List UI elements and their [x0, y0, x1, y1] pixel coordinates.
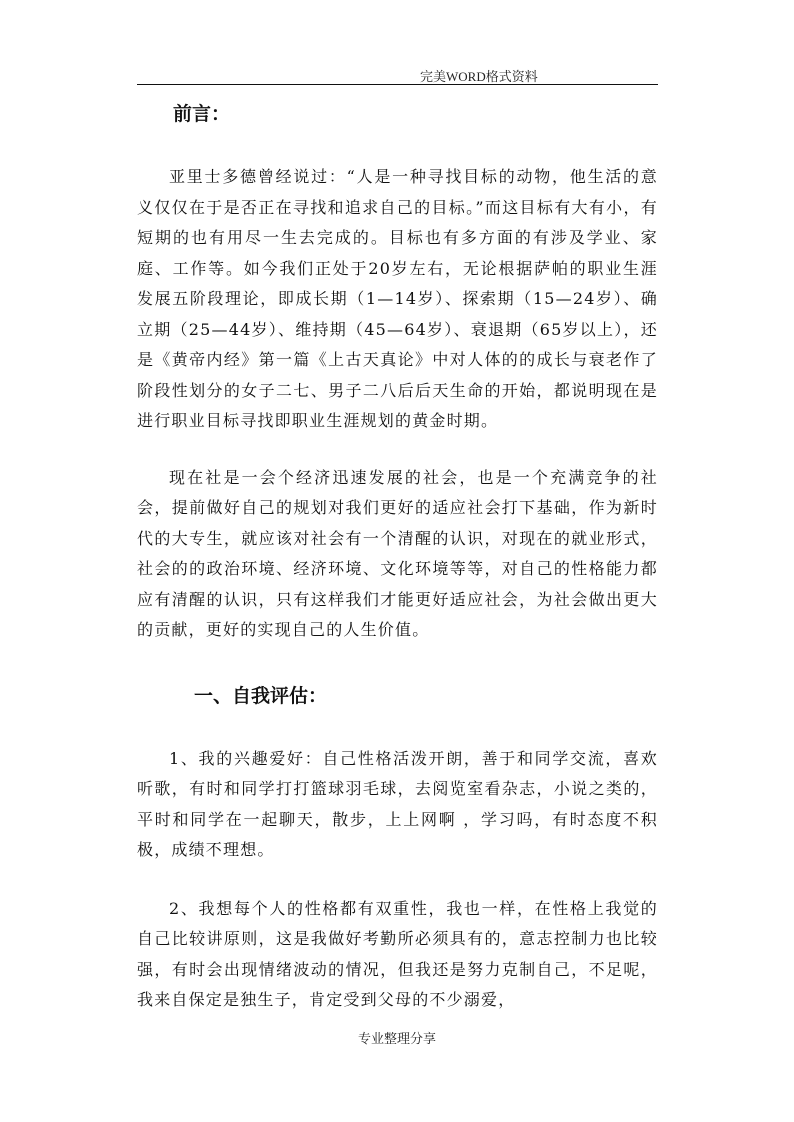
- preface-paragraph-1: 亚里士多德曾经说过：“人是一种寻找目标的动物，他生活的意义仅仅在于是否正在寻找和追求自己的目标。”而这目标有大有小，有短期的也有用尽一生去完成的。目标也有多方面的有涉及学业、家庭、工作等。如今我们正处于20岁左右，无论根据萨帕的职业生涯发展五阶段理论，即成长期（1—14岁）、探索期（15—24岁）、确立期（25—44岁）、维持期（45—64岁）、衰退期（65岁以上），还是《黄帝内经》第一篇《上古天真论》中对人体的的成长与衰老作了阶段性划分的女子二七、男子二八后后天生命的开始，都说明现在是进行职业目标寻找即职业生涯规划的黄金时期。: [137, 167, 658, 430]
- self-assessment-paragraph-1: 1、我的兴趣爱好：自己性格活泼开朗，善于和同学交流，喜欢听歌，有时和同学打打篮球羽毛球，去阅览室看杂志，小说之类的，平时和同学在一起聊天，散步，上上网啊 ，学习吗，有时态度不积极，成绩不理想。: [137, 748, 658, 859]
- self-assessment-paragraph-2: 2、我想每个人的性格都有双重性，我也一样，在性格上我觉的自己比较讲原则，这是我做好考勤所必须具有的，意志控制力也比较强，有时会出现情绪波动的情况，但我还是努力克制自己，不足呢，我来自保定是独生子，肯定受到父母的不少溺爱，: [137, 898, 658, 1009]
- self-assessment-heading: 一、自我评估：: [194, 684, 328, 707]
- header-divider: [137, 84, 658, 85]
- page-header-text: 完美WORD格式资料: [420, 69, 538, 84]
- document-body: [137, 96, 658, 1016]
- preface-paragraph-2: 现在社是一会个经济迅速发展的社会，也是一个充满竞争的社会，提前做好自己的规划对我们更好的适应社会打下基础，作为新时代的大专生，就应该对社会有一个清醒的认识，对现在的就业形式，社会的的政治环境、经济环境、文化环境等等，对自己的性格能力都应有清醒的认识，只有这样我们才能更好适应社会，为社会做出更大的贡献，更好的实现自己的人生价值。: [137, 467, 658, 639]
- preface-heading: 前言：: [173, 103, 231, 125]
- page-footer-text: 专业整理分享: [357, 1031, 436, 1046]
